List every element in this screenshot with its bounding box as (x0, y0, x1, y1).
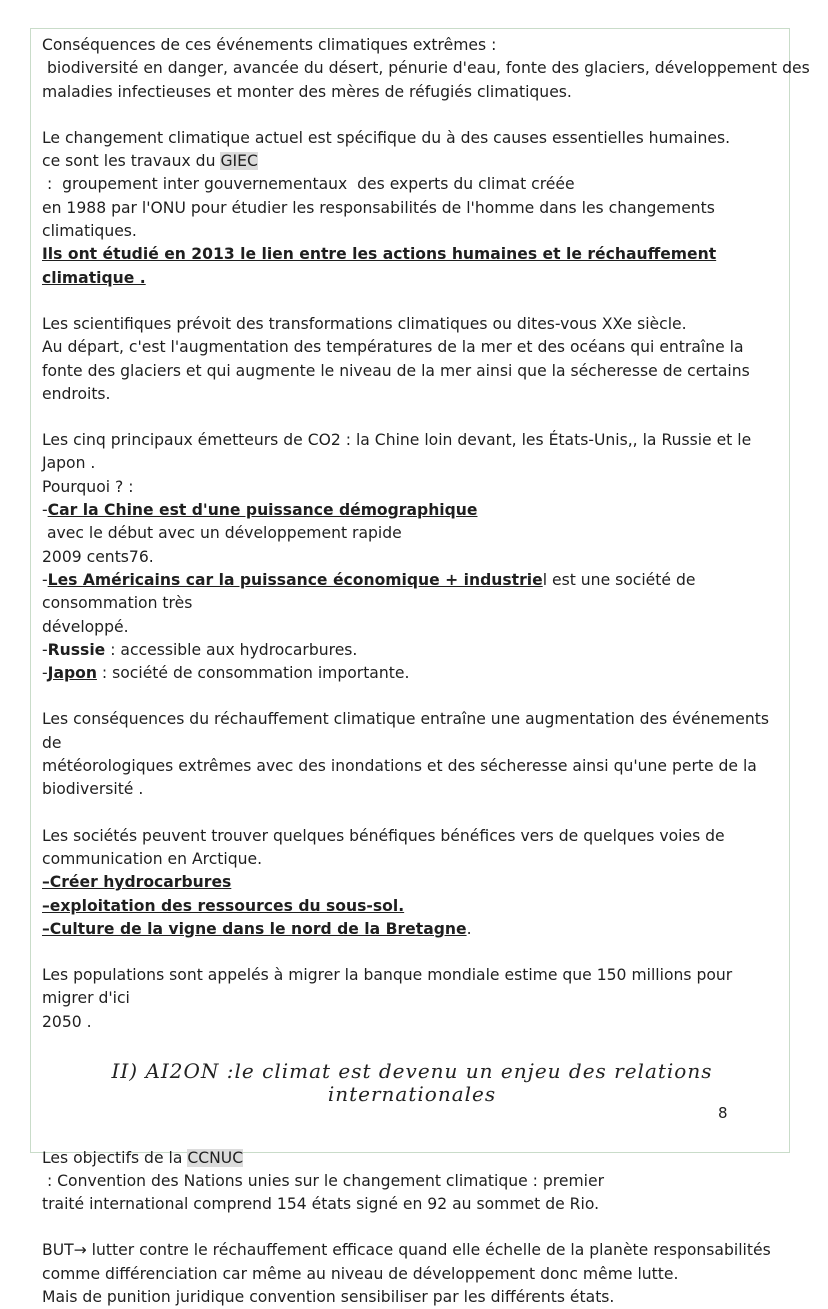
section-title: II) AI2ON :le climat est devenu un enjeu des relations internationales (111, 1058, 713, 1107)
text-line: développé. (42, 617, 129, 636)
text-span: : Convention des Nations unies sur le changement climatique : premier (42, 1171, 604, 1190)
list-item (42, 639, 782, 662)
dash: - (42, 664, 48, 683)
text-line: biodiversité . (42, 780, 144, 799)
bold-underlined-span: Car la Chine est d'une puissance démographique (47, 501, 478, 520)
text-line: Les conséquences du réchauffement climatique entraîne une augmentation des événements de (42, 710, 769, 752)
text-line: endroits. (42, 384, 111, 403)
text-line: Les populations sont appelés à migrer la banque mondiale estime que 150 millions pour migrer d'ici (42, 966, 733, 1008)
text-span: avec le début avec un développement rapide (42, 524, 402, 543)
list-item: –exploitation des ressources du sous-sol. (42, 896, 405, 915)
list-item (42, 569, 782, 616)
text-line: Les scientifiques prévoit des transformations climatiques ou dites-vous XXe siècle. (42, 314, 687, 333)
text-line: BUT→ lutter contre le réchauffement efficace quand elle échelle de la planète responsabilités (42, 1241, 771, 1260)
text-line: Mais de punition juridique convention sensibiliser par les différents états. (42, 1288, 615, 1307)
dash: - (42, 640, 48, 659)
text-span: ce sont les travaux du (42, 152, 221, 171)
text-span: l est une société de consommation très (42, 570, 696, 613)
document-body (42, 34, 810, 1309)
bold-span: Russie (47, 640, 106, 659)
list-item: –Créer hydrocarbures (42, 873, 232, 892)
consequences-heading: Conséquences de ces événements climatiques extrêmes : (42, 36, 497, 54)
ccnuc-line (42, 1147, 782, 1194)
text-line: Les cinq principaux émetteurs de CO2 : la Chine loin devant, les États-Unis,, la Russie et le Japon . (42, 431, 752, 473)
text-line: traité international comprend 154 états signé en 92 au sommet de Rio. (42, 1195, 600, 1214)
dash: - (42, 570, 48, 589)
dash: - (42, 501, 48, 520)
text-line: maladies infectieuses et monter des mères de réfugiés climatiques. (42, 82, 572, 101)
text-line: Les sociétés peuvent trouver quelques bénéfiques bénéfices vers de quelques voies de (42, 826, 725, 845)
list-item (42, 662, 782, 685)
bold-underlined-span: Japon (47, 664, 97, 683)
text-line: biodiversité en danger, avancée du désert, pénurie d'eau, fonte des glaciers, développement des (42, 59, 810, 78)
text-span: Les objectifs de la (42, 1148, 188, 1167)
text-line: Le changement climatique actuel est spécifique du à des causes essentielles humaines. (42, 128, 731, 147)
text-span: : accessible aux hydrocarbures. (105, 640, 358, 659)
bold-underlined-span: –Culture de la vigne dans le nord de la Bretagne (42, 919, 467, 938)
text-line: fonte des glaciers et qui augmente le niveau de la mer ainsi que la sécheresse de certains (42, 361, 750, 380)
text-span: : groupement inter gouvernementaux des experts du climat créée (42, 175, 575, 194)
text-span: . (466, 919, 472, 938)
list-item (42, 918, 782, 941)
giec-line (42, 150, 782, 197)
text-line: en 1988 par l'ONU pour étudier les responsabilités de l'homme dans les changements climatiques. (42, 198, 715, 241)
text-line: Au départ, c'est l'augmentation des températures de la mer et des océans qui entraîne la (42, 338, 744, 357)
ccnuc-highlight: CCNUC (187, 1148, 244, 1167)
text-line: 2009 cents76. (42, 547, 154, 566)
text-span: : société de consommation importante. (96, 664, 410, 683)
text-line: comme différenciation car même au niveau de développement donc même lutte. (42, 1264, 679, 1283)
text-line: communication en Arctique. (42, 849, 263, 868)
list-item (42, 499, 782, 546)
text-line: météorologiques extrêmes avec des inondations et des sécheresse ainsi qu'une perte de la (42, 757, 757, 776)
bold-underlined-span: Les Américains car la puissance économique + industrie (47, 570, 543, 589)
giec-highlight: GIEC (220, 152, 258, 171)
text-line: 2050 . (42, 1012, 92, 1031)
bold-underlined-line: Ils ont étudié en 2013 le lien entre les actions humaines et le réchauffement climatique . (42, 245, 717, 287)
text-line: Pourquoi ? : (42, 477, 134, 496)
page-number: 8 (718, 1104, 728, 1122)
